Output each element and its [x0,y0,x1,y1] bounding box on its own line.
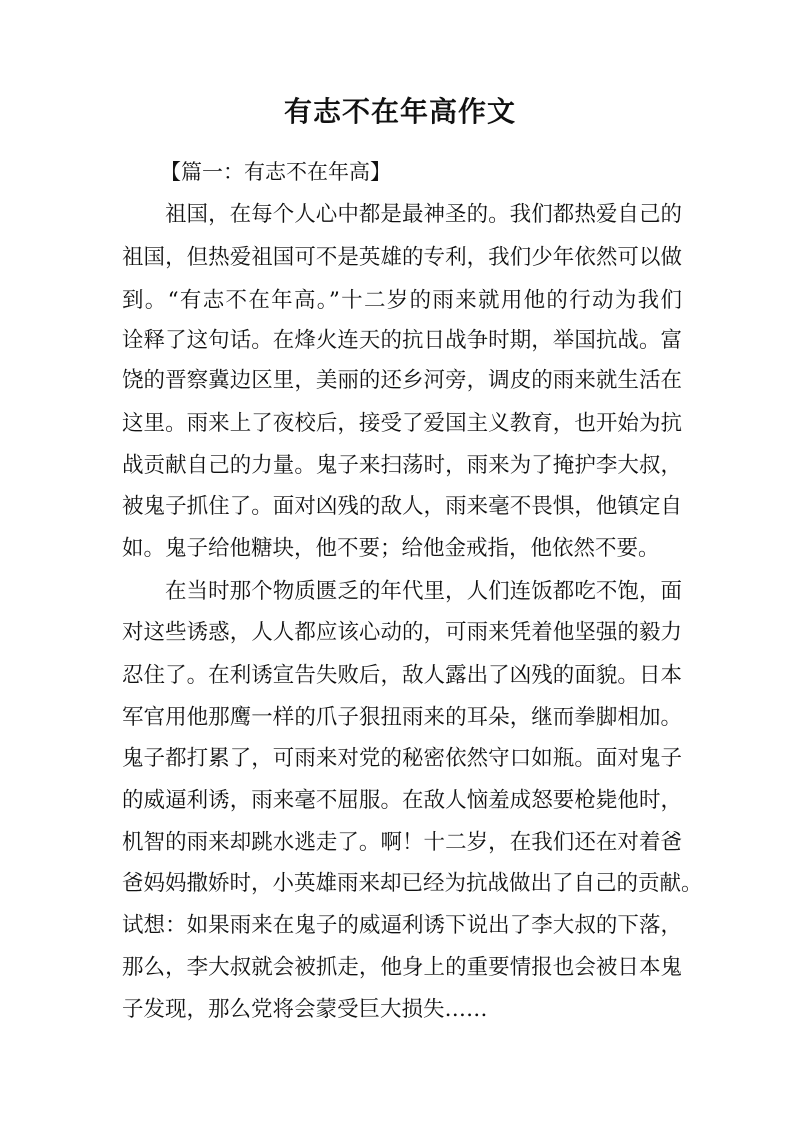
paragraph-line: 子发现，那么党将会蒙受巨大损失…… [122,997,488,1022]
paragraph-line: 爸妈妈撒娇时，小英雄雨来却已经为抗战做出了自己的贡献。 [122,871,703,896]
paragraph-line: 到。“有志不在年高。”十二岁的雨来就用他的行动为我们 [122,288,682,313]
paragraph-line: 机智的雨来却跳水逃走了。啊！十二岁，在我们还在对着爸 [122,830,682,855]
paragraph-line: 被鬼子抓住了。面对凶残的敌人，雨来毫不畏惧，他镇定自 [122,494,682,519]
paragraph-line: 那么，李大叔就会被抓走，他身上的重要情报也会被日本鬼 [122,955,682,980]
paragraph-line: 如。鬼子给他糖块，他不要；给他金戒指，他依然不要。 [122,536,660,561]
paragraph-line: 在当时那个物质匮乏的年代里，人们连饭都吃不饱，面 [165,579,682,604]
paragraph-line: 饶的晋察冀边区里，美丽的还乡河旁，调皮的雨来就生活在 [122,368,682,393]
paragraph-line: 祖国，在每个人心中都是最神圣的。我们都热爱自己的 [165,202,682,227]
paragraph-line: 的威逼利诱，雨来毫不屈服。在敌人恼羞成怒要枪毙他时， [122,788,682,813]
paragraph-line: 对这些诱惑，人人都应该心动的，可雨来凭着他坚强的毅力 [122,620,682,645]
section-heading: 【篇一：有志不在年高】 [160,160,391,184]
paragraph-line: 鬼子都打累了，可雨来对党的秘密依然守口如瓶。面对鬼子 [122,746,682,771]
paragraph-line: 祖国，但热爱祖国可不是英雄的专利，我们少年依然可以做 [122,245,682,270]
paragraph-line: 军官用他那鹰一样的爪子狠扭雨来的耳朵，继而拳脚相加。 [122,705,682,730]
document-title: 有志不在年高作文 [283,95,516,128]
paragraph-line: 忍住了。在利诱宣告失败后，敌人露出了凶残的面貌。日本 [122,663,682,688]
paragraph-line: 试想：如果雨来在鬼子的威逼利诱下说出了李大叔的下落， [122,913,682,938]
paragraph-line: 诠释了这句话。在烽火连天的抗日战争时期，举国抗战。富 [122,328,682,353]
paragraph-line: 这里。雨来上了夜校后，接受了爱国主义教育，也开始为抗 [122,411,682,436]
paragraph-line: 战贡献自己的力量。鬼子来扫荡时，雨来为了掩护李大叔， [122,453,682,478]
